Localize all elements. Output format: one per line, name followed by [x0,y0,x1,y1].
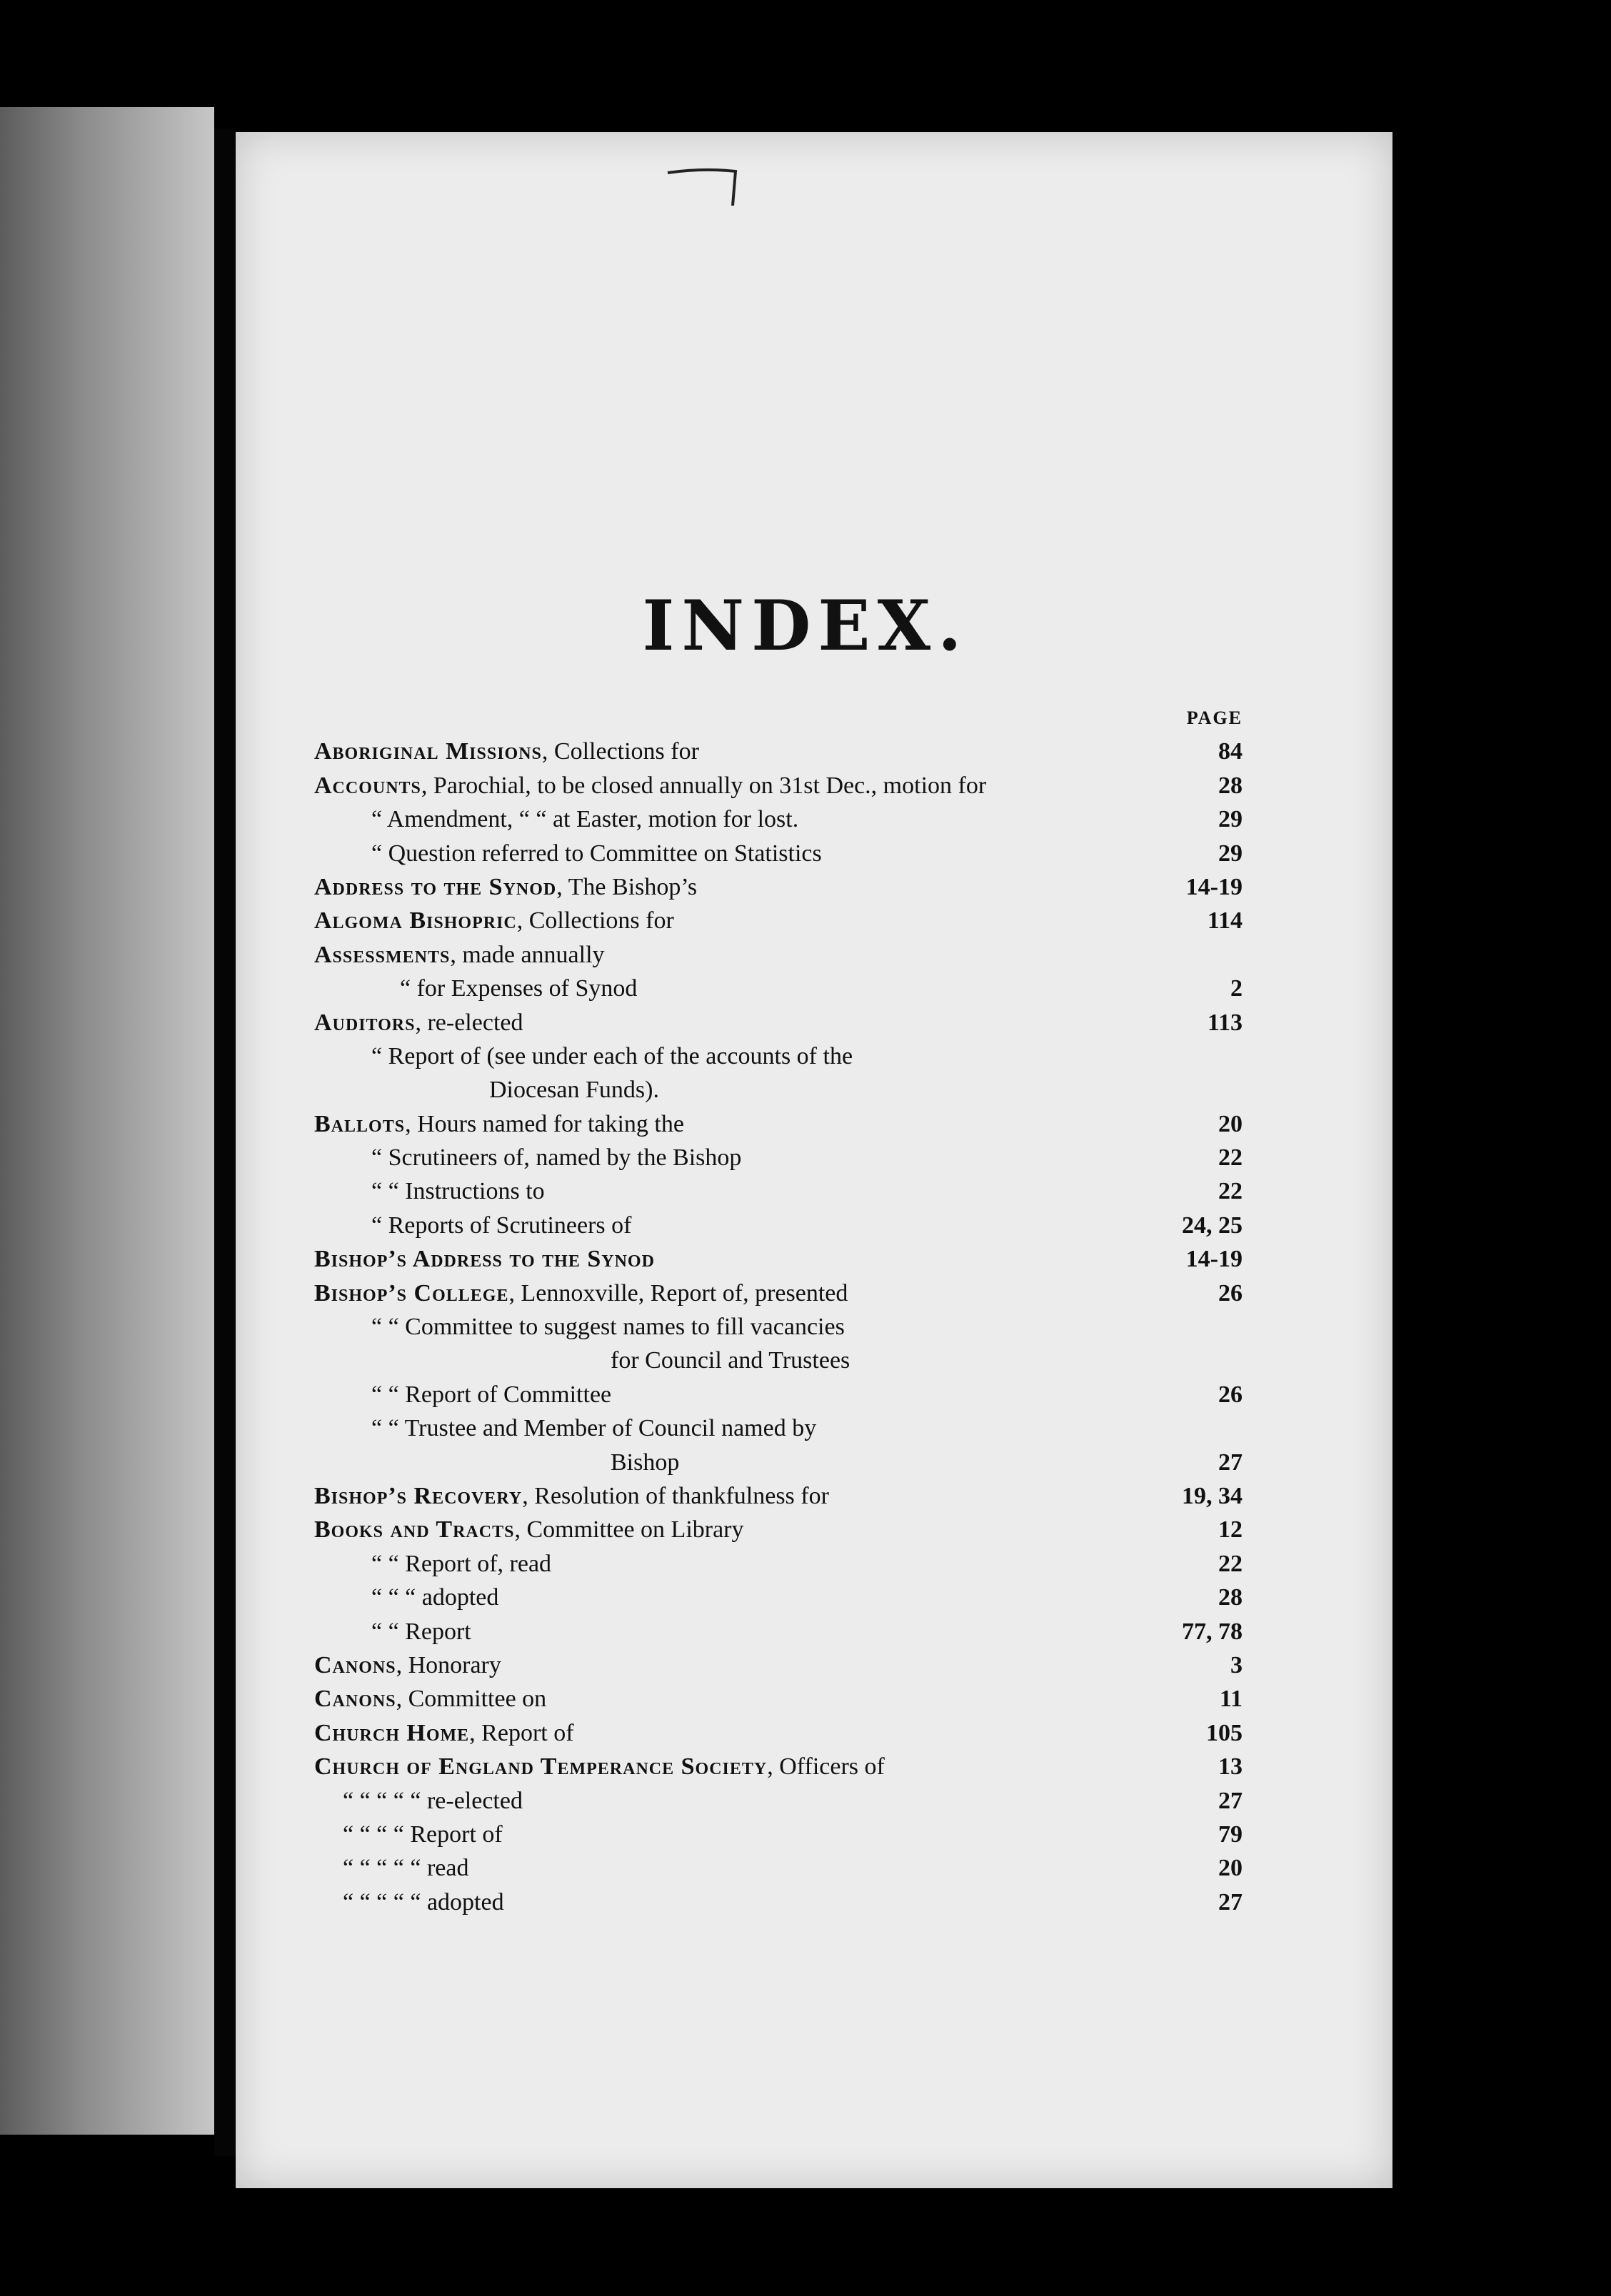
index-entry-heading: Bishop’s Recovery [314,1483,523,1510]
index-entry-subject: “ Question referred to Committee on Statistics [371,840,822,867]
index-entry-text [371,1039,853,1073]
index-entry [314,1648,1243,1682]
index-entry-page: 26 [1218,1279,1243,1306]
index-entry-page: 28 [1218,1584,1243,1611]
index-entry-text [371,1141,741,1174]
index-entry-heading: Aboriginal Missions [314,738,542,765]
index-entry-text [314,1277,848,1310]
index-entry-page: 27 [1218,1449,1243,1476]
index-entry-text [343,1851,468,1885]
index-entry [314,938,1243,972]
index-entry-text [314,1242,655,1276]
index-entry-page: 22 [1218,1550,1243,1577]
index-entry-page: 24, 25 [1182,1212,1243,1239]
index-entry-text [314,1716,574,1750]
index-entry-subject: “ Scrutineers of, named by the Bishop [371,1144,742,1172]
index-entry-text [371,1581,498,1614]
index-entry-subject: , Collections for [516,907,674,935]
index-entry-heading: Bishop’s College [314,1279,509,1306]
index-entry [314,1378,1243,1411]
index-list [314,701,1243,1919]
index-entry-page: 105 [1206,1719,1243,1746]
index-entry-heading: Auditors [314,1009,416,1036]
index-entry-heading: Ballots [314,1110,406,1137]
index-entry-subject: “ “ Report of, read [371,1550,552,1577]
index-entry [314,1174,1243,1208]
index-entry-subject: , Committee on [396,1686,547,1713]
index-entry-subject: , Officers of [767,1753,885,1781]
index-entry-subject: “ “ “ “ “ re-elected [343,1787,523,1814]
index-entry-page: 28 [1218,772,1243,799]
index-entry [314,1107,1243,1141]
index-entry-subject: “ “ “ “ “ adopted [343,1888,504,1915]
index-entry-heading: Algoma Bishopric [314,907,517,935]
index-entry-page: 27 [1218,1787,1243,1814]
index-entry-continuation: Diocesan Funds). [489,1077,659,1104]
index-entry-subject: , Resolution of thankfulness for [522,1483,829,1510]
index-entry-subject: , Report of [469,1719,574,1746]
index-entry-page: 79 [1218,1821,1243,1848]
page-title: INDEX. [642,585,969,666]
page-column-header-row [314,701,1243,735]
index-entry-text [314,1479,829,1513]
index-entry-text [343,1885,504,1919]
index-entry-subject: “ “ Report of Committee [371,1381,612,1408]
index-entry-subject: “ “ “ “ “ read [343,1855,469,1882]
index-entry [314,1513,1243,1546]
index-entry-text [400,972,637,1005]
index-entry-subject: “ “ Report [371,1618,471,1645]
index-entry [314,1209,1243,1242]
index-entry-heading: Church of England Temperance Society [314,1753,768,1781]
book-gutter [214,129,236,2156]
index-entry-heading: Assessments [314,941,451,968]
index-entry-page: 20 [1218,1110,1243,1137]
index-entry [314,1784,1243,1818]
index-entry-page: 27 [1218,1888,1243,1915]
index-entry-page: 26 [1218,1381,1243,1408]
index-entry-heading: Bishop’s Address to the Synod [314,1246,655,1273]
index-entry [314,972,1243,1005]
index-entry-heading: Books and Tracts [314,1516,515,1544]
index-entry [314,1818,1243,1851]
index-entry [314,1716,1243,1750]
index-entry [314,1479,1243,1513]
index-entry [314,1141,1243,1174]
index-entry-page: 13 [1218,1753,1243,1781]
index-entry-subject: , made annually [450,941,605,968]
index-entry [314,735,1243,768]
index-entry-text [371,1174,545,1208]
index-entry-text [371,1310,845,1344]
index-entry-page: 113 [1207,1009,1243,1036]
index-entry-page: 114 [1207,907,1243,935]
index-entry-subject: , re-elected [415,1009,523,1036]
index-entry-text [371,1378,611,1411]
index-entry-page: 2 [1230,975,1243,1002]
index-entry-text [314,938,605,972]
index-entry-page: 11 [1219,1686,1243,1713]
index-entry [314,904,1243,937]
index-entry [314,802,1243,836]
index-entry-text [314,735,699,768]
index-entry [314,1547,1243,1581]
index-entry [314,1039,1243,1107]
index-entry-page: 19, 34 [1182,1483,1243,1510]
index-entry-subject: “ “ Committee to suggest names to fill vacancies [371,1314,845,1341]
index-entry-text [371,1411,816,1445]
index-entry [314,1581,1243,1614]
index-entry [314,1242,1243,1276]
index-entry-heading: Canons [314,1686,396,1713]
index-entry [314,1750,1243,1783]
index-entry-subject: “ Amendment, “ “ at Easter, motion for lost. [371,806,799,833]
index-entry-text [314,1750,885,1783]
index-entry-text [371,1209,631,1242]
index-entry-text [314,870,697,904]
index-entry-text [314,1006,523,1039]
index-entry-page: 14-19 [1185,873,1243,900]
index-entry [314,870,1243,904]
index-entry-subject: “ “ Trustee and Member of Council named by [371,1415,817,1442]
index-entry-text [314,769,986,802]
index-entry-subject: , Parochial, to be closed annually on 31st Dec., motion for [421,772,987,799]
index-entry-page: 12 [1218,1516,1243,1544]
left-page-edge [0,107,214,2135]
index-entry-heading: Church Home [314,1719,470,1746]
index-entry [314,1851,1243,1885]
index-entry-text [314,1513,744,1546]
index-entry-subject: “ Reports of Scrutineers of [371,1212,632,1239]
index-entry [314,1615,1243,1648]
index-entry-subject: , Honorary [396,1651,501,1678]
index-entry-page: 22 [1218,1178,1243,1205]
index-entry-text [314,1648,501,1682]
index-entry-continuation: Bishop [611,1449,680,1476]
index-entry-text [314,1107,684,1141]
index-entry-page: 29 [1218,806,1243,833]
index-entry [314,1885,1243,1919]
index-entry-subject: “ Report of (see under each of the accounts of the [371,1042,853,1069]
index-entry-page: 20 [1218,1855,1243,1882]
index-entry-subject: “ “ Instructions to [371,1178,545,1205]
index-entry-page: 84 [1218,738,1243,765]
index-entry-heading: Accounts [314,772,421,799]
index-entry-heading: Address to the Synod [314,873,557,900]
index-entry-page: 22 [1218,1144,1243,1172]
index-entry-subject: , Collections for [541,738,699,765]
index-entry-page: 77, 78 [1182,1618,1243,1645]
index-entry-subject: “ “ “ “ Report of [343,1821,503,1848]
index-entry-continuation: for Council and Trustees [611,1347,850,1374]
index-entry-text [343,1818,503,1851]
index-entry-page: 14-19 [1185,1246,1243,1273]
index-entry-heading: Canons [314,1651,396,1678]
index-entry [314,837,1243,870]
index-entry-subject: , Hours named for taking the [405,1110,684,1137]
index-entry [314,1277,1243,1310]
index-entry [314,1310,1243,1378]
index-entry-subject: , Lennoxville, Report of, presented [508,1279,848,1306]
index-entry-text [314,904,674,937]
page-column-header: PAGE [1186,708,1243,728]
index-entry-text [314,1682,546,1716]
index-entry-text [371,1615,471,1648]
index-entry [314,769,1243,802]
index-entry-text [371,802,798,836]
index-entry-text [343,1784,523,1818]
index-entry-subject: , The Bishop’s [556,873,698,900]
index-entry-page: 29 [1218,840,1243,867]
index-entry-subject: , Committee on Library [514,1516,744,1544]
index-entry [314,1411,1243,1479]
index-entry [314,1682,1243,1716]
index-entry-subject: “ “ “ adopted [371,1584,499,1611]
index-entry-text [371,837,822,870]
pencil-bracket-mark [664,164,750,207]
index-entry-text [371,1547,551,1581]
index-entry [314,1006,1243,1039]
index-entry-subject: “ for Expenses of Synod [400,975,638,1002]
index-entry-page: 3 [1230,1651,1243,1678]
